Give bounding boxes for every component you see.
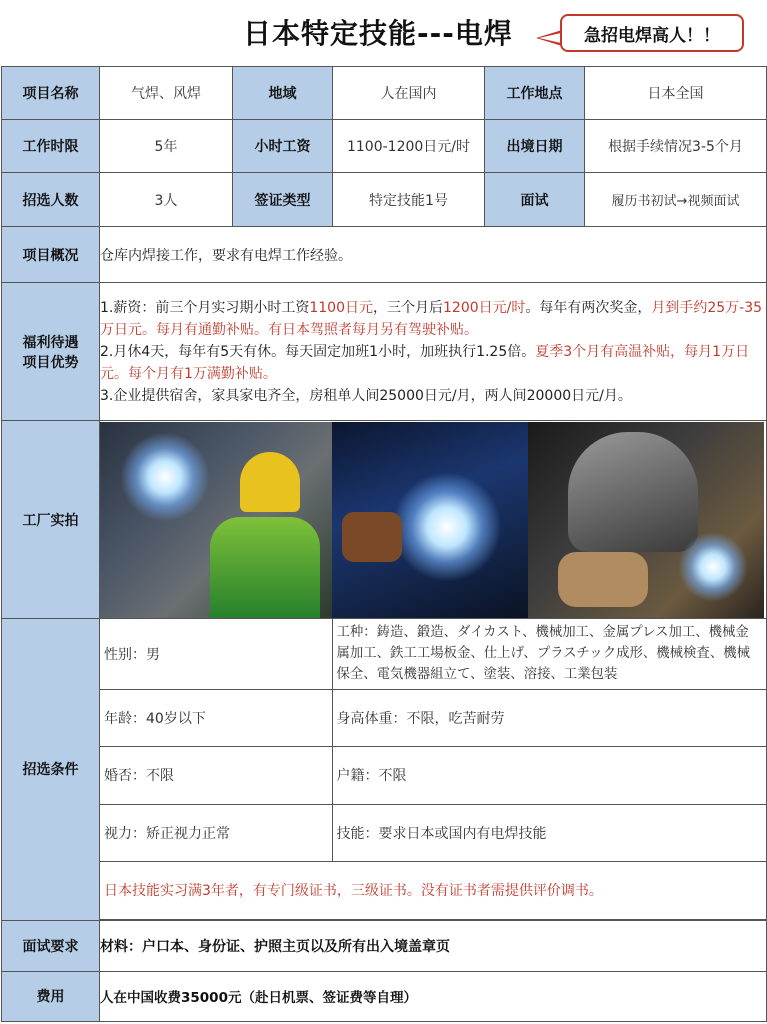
page-title: 日本特定技能---电焊 <box>243 17 513 50</box>
benefit-1f: 月到手约25万-35万日元。每月有通勤补贴。有日本驾照者每月另有驾驶补贴。 <box>100 299 763 338</box>
row-overview <box>2 227 767 283</box>
factory-photo-3 <box>528 422 764 618</box>
cond-skill: 技能：要求日本或国内有电焊技能 <box>332 804 766 861</box>
benefits-label <box>2 283 100 421</box>
benefit-1c: ，三个月后 <box>373 299 443 316</box>
project-name-value: 气焊、风焊 <box>100 67 233 120</box>
cond-note: 日本技能实习满3年者，有专门级证书，三级证书。没有证书者需提供评价调书。 <box>100 861 766 919</box>
work-location-value: 日本全国 <box>585 67 767 120</box>
spark-icon <box>678 532 748 602</box>
spark-icon <box>392 472 502 582</box>
cond-body: 身高体重：不限，吃苦耐劳 <box>332 689 766 746</box>
project-name-label: 项目名称 <box>2 67 100 120</box>
hardhat-icon <box>240 452 300 512</box>
visa-type-value: 特定技能1号 <box>333 173 485 227</box>
cond-age: 年龄：40岁以下 <box>100 689 332 746</box>
interview-value: 履历书初试→视频面试 <box>585 173 767 227</box>
visa-type-label: 签证类型 <box>233 173 333 227</box>
worker-figure <box>210 517 320 618</box>
spark-icon <box>120 432 210 522</box>
row-conditions <box>2 619 767 921</box>
fee-label: 费用 <box>2 971 100 1021</box>
interview-req-label: 面试要求 <box>2 920 100 971</box>
row-fee <box>2 971 767 1021</box>
benefit-2a: 2.月休4天，每年有5天有休。每天固定加班1小时，加班执行1.25倍。 <box>100 343 536 360</box>
factory-photo-2 <box>332 422 528 618</box>
benefit-1a: 1.薪资：前三个月实习期小时工资 <box>100 299 310 316</box>
benefit-1e: 。每年有两次奖金， <box>525 299 652 316</box>
benefits-label-line1: 福利待遇 <box>22 334 79 351</box>
callout-tail <box>536 30 562 46</box>
factory-photo-1 <box>100 422 332 618</box>
factory-label: 工厂实拍 <box>2 421 100 619</box>
overview-label: 项目概况 <box>2 227 100 283</box>
departure-label: 出境日期 <box>485 120 585 173</box>
recruit-count-value: 3人 <box>100 173 233 227</box>
row-period <box>2 120 767 173</box>
interview-req-text: 材料：户口本、身份证、护照主页以及所有出入境盖章页 <box>100 920 767 971</box>
info-table <box>1 66 767 1022</box>
departure-value: 根据手续情况3-5个月 <box>585 120 767 173</box>
benefit-1b: 1100日元 <box>309 299 373 316</box>
cond-job-types: 工种：鋳造、鍛造、ダイカスト、機械加工、金属プレス加工、機械金属加工、鉄工工場板金、仕上げ、プラスチック成形、機械検査、機械保全、電気機器組立て、塗装、溶接、工業包装 <box>332 619 766 689</box>
row-benefits <box>2 283 767 421</box>
glove-figure <box>342 512 402 562</box>
cond-gender: 性别：男 <box>100 619 332 689</box>
row-recruit <box>2 173 767 227</box>
conditions-label: 招选条件 <box>2 619 100 921</box>
work-period-value: 5年 <box>100 120 233 173</box>
interview-label: 面试 <box>485 173 585 227</box>
overview-text: 仓库内焊接工作，要求有电焊工作经验。 <box>100 227 767 283</box>
hourly-wage-value: 1100-1200日元/时 <box>333 120 485 173</box>
benefits-label-line2: 项目优势 <box>22 354 79 371</box>
benefit-3: 3.企业提供宿舍，家具家电齐全，房租单人间25000日元/月，两人间20000日元/月。 <box>100 387 632 404</box>
cond-marital: 婚否：不限 <box>100 746 332 804</box>
work-location-label: 工作地点 <box>485 67 585 120</box>
row-project <box>2 67 767 120</box>
row-interview-req <box>2 920 767 971</box>
row-factory <box>2 421 767 619</box>
welding-mask-figure <box>568 432 698 552</box>
cond-hukou: 户籍：不限 <box>332 746 766 804</box>
benefit-2b: 夏季3个月有高温补贴，每月1万日元。每个月有1万满勤补贴。 <box>100 343 750 382</box>
recruit-count-label: 招选人数 <box>2 173 100 227</box>
benefit-1d: 1200日元/时 <box>443 299 526 316</box>
benefits-text <box>100 283 767 421</box>
fee-text: 人在中国收费35000元（赴日机票、签证费等自理） <box>100 971 767 1021</box>
factory-photos <box>100 421 767 619</box>
header <box>0 0 767 66</box>
region-value: 人在国内 <box>333 67 485 120</box>
glove-figure <box>558 552 648 607</box>
work-period-label: 工作时限 <box>2 120 100 173</box>
region-label: 地域 <box>233 67 333 120</box>
cond-vision: 视力：矫正视力正常 <box>100 804 332 861</box>
urgent-callout: 急招电焊高人！！ <box>560 14 744 52</box>
conditions-table <box>100 619 766 920</box>
hourly-wage-label: 小时工资 <box>233 120 333 173</box>
